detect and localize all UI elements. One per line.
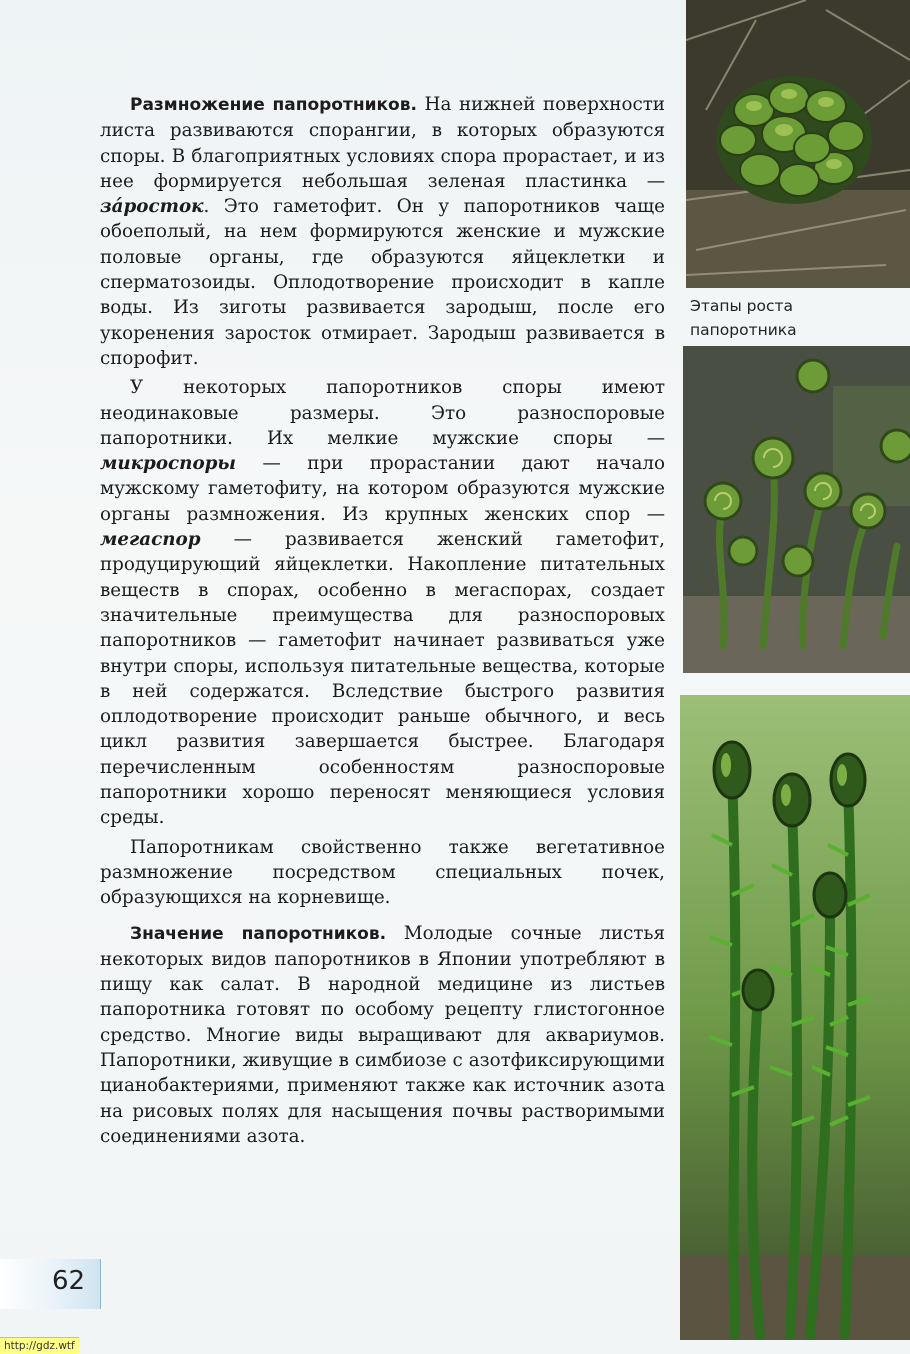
text-reproduction-part1: На нижней поверхности листа развиваются спорангии, в которых образуются споры. В благоприятных условиях спора прорастает, и из нее формируется небольшая зеленая пластинка — [100, 94, 665, 192]
heading-significance: Значение папоротников. [130, 923, 387, 944]
text-significance: Молодые сочные листья некоторых видов папоротников в Японии употребляют в пищу как салат. В народной медицине из листьев папоротника готовят по особому рецепту глистогонное средство. Многие виды выращивают для аквариумов. Папоротники, живущие в симбиозе с азотфиксирующими цианобактериями, применяют также как источник азота на рисовых полях для насыщения почвы растворимыми соединениями азота. [100, 922, 665, 1147]
watermark-link[interactable]: http://gdz.wtf [0, 1337, 79, 1354]
fern-fiddleheads-photo [683, 346, 910, 673]
paragraph-significance [100, 921, 665, 1150]
text-reproduction-part2: . Это гаметофит. Он у папоротников чаще обоеполый, на нем формируются женские и мужские половые органы, где образуются яйцеклетки и сперматозоиды. Оплодотворение происходит в капле воды. Из зиготы развивается зародыш, после его укоренения заросток отмирает. Зародыш развивается в спорофит. [100, 196, 665, 369]
page-number-tab [0, 1259, 101, 1309]
text-heterosporous-part2: — при прорастании дают начало мужскому гаметофиту, на котором образуются мужские органы размножения. Из крупных женских спор — [100, 453, 665, 525]
text-heterosporous-part1: У некоторых папоротников споры имеют неодинаковые размеры. Это разноспоровые папоротники. Их мелкие мужские споры — [100, 377, 665, 449]
paragraph-vegetative: Папоротникам свойственно также вегетативное размножение посредством специальных почек, образующихся на корневище. [100, 836, 665, 909]
heading-reproduction: Размножение папоротников. [130, 95, 417, 115]
caption-line-1: Этапы роста [690, 297, 794, 315]
caption-line-2: папоротника [690, 321, 797, 339]
photo-caption [690, 294, 905, 342]
text-heterosporous-part3: — развивается женский гаметофит, продуцирующий яйцеклетки. Накопление питательных веществ в спорах, особенно в мегаспорах, создает значительные преимущества для разноспоровых папоротников — гаметофит начинает развиваться уже внутри споры, используя питательные вещества, которые в ней содержатся. Вследствие быстрого развития оплодотворение происходит раньше обычного, и весь цикл развития завершается быстрее. Благодаря перечисленным особенностям разноспоровые папоротники хорошо переносят меняющиеся условия среды. [100, 529, 665, 829]
fern-young-fronds-photo [680, 695, 910, 1340]
term-megaspores: мегаспор [100, 529, 201, 551]
term-prothallus: зáросток [100, 196, 204, 218]
paragraph-reproduction [100, 92, 665, 371]
fern-rosette-photo [686, 0, 910, 288]
page-number: 62 [52, 1266, 86, 1296]
main-text-column [100, 92, 665, 1149]
paragraph-heterosporous [100, 375, 665, 830]
term-microspores: микроспоры [100, 453, 237, 475]
